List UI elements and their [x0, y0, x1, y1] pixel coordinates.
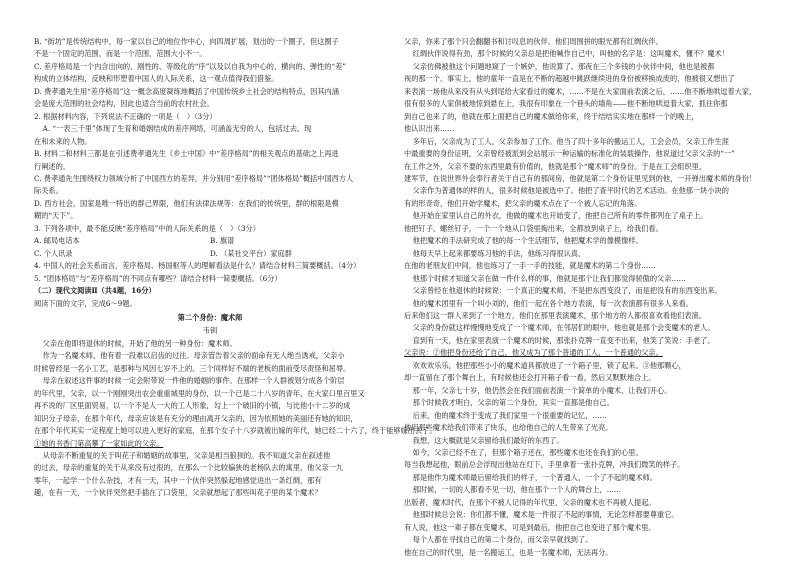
- text-line: 在那个年代其实一定程度上她可以进入更好的家庭，在那个女子十八岁就被出嫁的年代，她已经二十六了，终于能够嫁出去了。: [34, 426, 437, 436]
- text-line: 父亲在他即将退休的时候，开始了他的另一种身份：魔术师。: [42, 338, 237, 348]
- text-line: B. “街坊”是传统结构中，每一家以自己的地位作中心，向四周扩展，划出的一个圈子，但这圈子: [34, 37, 339, 46]
- section-header-block: [34, 260, 386, 310]
- text-line: 他那个时候才知道父亲在做一件什么样的事，他就是那个让我们都觉得骄傲的父亲……: [412, 273, 686, 283]
- text-line: 那时候，一切的人都看不见一切，他在那个一个人的舞台上，……: [412, 485, 622, 495]
- text-line: 际关系。: [34, 186, 63, 196]
- text-line: ①她的书香门第高攀了一家如此的父亲。: [34, 438, 164, 448]
- text-line: 建军节，在说世界外会奉行者关于自己有的那间房，他就是第二个身份证里见到的他，一开弹出魔术师的身份！: [404, 173, 757, 183]
- text-line: 他用那些魔术给我们带来了快乐，也给他自己的人生带来了光亮。: [404, 423, 613, 433]
- text-line: 时候曾经是一名小工艺，是那种与风因七岁不上的、三个同样好不端的老板的面前受尽责怪和屈辱。: [34, 363, 351, 373]
- text-line: 每个人都在寻找自己的第二个身份，而父亲早就找到了。: [412, 535, 593, 545]
- text-line: 3. 下列各项中，最不能反映“差序格局”中的人际关系的是（ ）（3分）: [34, 223, 260, 233]
- story-text-left: [34, 338, 437, 500]
- story-text-right: [404, 36, 762, 559]
- text-line: 母亲在叙述这件事的时候一定会附带说一件他的婚姻的事件。在那样一个人群被划分成各个阶层: [42, 376, 345, 386]
- text-line: 阅读下面的文字，完成6～9题。: [34, 298, 137, 308]
- text-line: 4. 中国人的社会关系而言，差序格局、杨国枢等人的理解看法是什么？请结合材料三简要概括。（4分）: [34, 261, 361, 271]
- options-row: [34, 235, 386, 247]
- option-d: D. （某社交平台）家庭群: [210, 248, 292, 258]
- text-line: 父亲曾经在他退休的时候说：一个真正的魔术师，不是把东西变没了，而是把没有的东西变出来。: [412, 286, 722, 296]
- text-line: 在他的老朋友们中间，他也练习了一手一手的技能，就是魔术的第二个身份……: [404, 261, 656, 271]
- text-line: 父亲作为普通体的样的人，很多时候他是被选中了。他把了查平时代的艺术活动。在他那一块小块的: [412, 186, 729, 196]
- text-line: 作为一名魔术师，他有着一段难以启齿的过往。母亲管告着父亲的面命有无人绝当诱戒，父亲小: [42, 351, 345, 361]
- text-line: 却一直留在了那个舞台上，有时候他还会打开箱子看一看，然后又默默地合上。: [404, 373, 656, 383]
- text-line: 直到有一天，他在家里表演一个魔术的时候，那张扑克牌一直变不出来，他笑了笑说：手老了。: [412, 335, 715, 345]
- questions-block: [34, 36, 386, 235]
- text-line: 很有很多的人家俱被地惊到悬在上，我很有印象在一个巷头的墙角——他不断地哄逗着大家，抓住你那: [404, 99, 728, 109]
- text-line: 父亲仿佛被他这个问题地窥了一个嫉妒，他说算了。那夜在三个多钱的小伙伴中间，他也是被都: [412, 61, 715, 71]
- text-line: A. “一表三千里”体现了生育和婚姻结成的差序网络，可涵盖无穷的人，包括过去、现: [42, 124, 312, 134]
- text-line: 行阐述的。: [34, 161, 70, 171]
- text-line: 父亲的身份就这样慢慢地变成了一个魔术师，在邻居们的眼中，他也就是那个会变魔术的老人。: [412, 323, 715, 333]
- text-line: 他把钉子、螺丝钉子，一个一个地从口袋里掏出来，全都放到桌子上，给我们看。: [404, 223, 663, 233]
- text-line: 有人说，他这一辈子都在变魔术，可是到最后，他把自己也变进了那个魔术里。: [404, 522, 656, 532]
- text-line: C. 费孝通先生围绕权力领域分析了中国西方的差异，并分别用“差序格局”“团体格局”概括中国西方人: [34, 173, 354, 183]
- text-line: 那个时候我才明白，父亲的第二个身份，其实一直都是他自己。: [412, 398, 614, 408]
- text-line: 构成的立体结构，反映和形塑着中国人的人际关系，这一观点值得我们借鉴。: [34, 74, 279, 84]
- text-line: 2. 根据材料内容，下列说法不正确的一项是（ ）（3分）: [34, 111, 217, 121]
- text-line: 零年，一起学一个什么杂技，才有一天，其中一个伙伴突然躲起地感觉进出一条红绸，那有: [34, 475, 322, 485]
- text-line: 红绸伙伴说得有劲，那个时候的父亲总是把他喊作自己中，叫他的名字是：这叫魔术，懂不？魔术！: [412, 49, 729, 59]
- text-line: 他每天早上起来都要练习他的手法，他练习得很认真，: [412, 248, 586, 258]
- options-row: [34, 248, 386, 260]
- text-line: D. 费孝通先生用“差序格局”这一概念高度凝练地概括了中国传统乡土社会的结构特点，因其内涵: [34, 86, 339, 96]
- text-line: D. 西方社会，国家是唯一特出的群己界限，他们有法律法规等：在我们的传统里，群的根限是模: [34, 198, 339, 208]
- text-line: 那是他作为魔术师最后留给我们的样子，一个普通人，一个了不起的魔术师。: [412, 472, 658, 482]
- text-line: （二）现代文阅读Ⅱ（共4题，16分）: [34, 286, 156, 296]
- text-line: 如今，父亲已经不在了，但那个箱子还在，那些魔术也还在我们的心里。: [412, 447, 643, 457]
- text-line: 后来，他的魔术终于变成了我们家里一个很重要的记忆，……: [412, 410, 607, 420]
- text-line: 他把魔术的手法研究成了他的每一个生活细节，他把魔术学的像模像样。: [412, 236, 643, 246]
- right-column: [404, 36, 762, 559]
- text-line: 他的魔术团里有一个叫小刘的，他们一起在各个地方表演，每一次表演都有很多人来看。: [412, 298, 693, 308]
- text-line: 在和未来的人物。: [34, 136, 92, 146]
- text-line: 出版者，魔术时代，在那个不被人记得的年代里，父亲的魔术也不再被人提起。: [404, 497, 656, 507]
- text-line: 到自己也来了的，他就在那上面把自己的魔术做给你来，终于结结实实地在那样一个的晚上，: [404, 111, 699, 121]
- text-line: 的年代里，父亲，以一个刚刚突出农会重重城里的身份，以一个已是二十八岁的青年，在大家口里百里又: [34, 388, 365, 398]
- text-line: 他那时候总会说：你们都不懂，魔术是一件很了不起的事情，无论怎样都要尊重它。: [412, 510, 679, 520]
- text-line: 他在自己的时代里，是一名搬运工，也是一名魔术师，无法再分。: [404, 547, 613, 557]
- text-line: 从母亲不断重复的关于叫花子和婚姻的故事里，父亲是相当狼狈的。我不知道父亲在叙述他: [42, 450, 331, 460]
- text-line: 欢欢欢乐乐，他把那些小小的魔术道具都放进了一个箱子里，锁了起来。③他那颗心，: [412, 360, 686, 370]
- option-a: A. 邮局电话本: [34, 236, 80, 246]
- question-3-options: [34, 235, 386, 260]
- option-c: C. 个人讯录: [34, 248, 73, 258]
- text-line: B. 材料二和材料三都是在引述费孝通先生《乡土中国》中“差序格局”的相关观点的基础之上再进: [34, 149, 339, 159]
- text-line: 在工作之外，父亲不要的东西里最有价值的，他就是那个“魔术师”的身份。于是在工会组织里，: [404, 161, 707, 171]
- story-author: 韦钏: [202, 326, 218, 336]
- text-line: 有的形奇奇，他们开始学魔术，把父亲的魔术点在了一个被人忘记的角落。: [404, 198, 642, 208]
- text-line: 父亲，你来了那个只会翻翻书和讨叹息的伙伴。他们周围拼的眼光都有红绸伙伴。: [404, 37, 663, 46]
- text-line: 后来他们这一群人来到了一个地方，他们在那里表演魔术，那个地方的人都很喜欢看他们表演。: [404, 310, 706, 320]
- text-line: 的过去，母亲的重复的关于从来没有过很的，在那么一个比较偏狭的老杨队去的寓里，他父亲一九: [34, 463, 344, 473]
- text-line: 再不说的厂区里面贸易，以一个不是人一大的工人形象，勾上一个破旧的小镇，与比他小十二岁的成: [34, 401, 351, 411]
- text-line: 中最重要的身份证明，父亲曾经被派到会站展示一种运输的标准化的装载操作，他说道过父亲父亲的“一”: [404, 149, 735, 159]
- text-line: 多年后，父亲成为了工人，父亲参加了工作。他当了四十多年的搬运工人，工会会员，父亲工作生涯: [412, 136, 729, 146]
- text-line: 他认识出来……: [404, 124, 455, 134]
- text-line: 知识分子母亲，在那个年代，母亲应该是有充分的理由离开父亲的，因为依照她的美丽还有她的知识，: [34, 413, 358, 423]
- story-title: 第二个身份：魔术师: [177, 312, 243, 322]
- text-line: 5. “团体格局”与“差序格局”的不同点有哪些？请结合材料一简要概括。（6分）: [34, 273, 282, 283]
- text-line: C. 差序格局是一个内含出向的、刚性的、等级化的“序”以及以自我为中心的、横向的、弹性的“差”: [34, 61, 347, 71]
- text-line: 不是一个固定的范围，而是一个范围，范围大小不一。: [34, 49, 207, 59]
- text-line: 我想，这大概就是父亲留给我们最好的东西了。: [412, 435, 564, 445]
- text-line: 他开始在家里认自己的外衣，他做的魔术也开始变了，他把自己所有的零件都列在了桌子上。: [412, 211, 708, 221]
- text-line: 视的那一个。事实上，他的童年一直是在不断的超越中跳跃继续进的身份被移换成废的，他被很又想出了: [404, 74, 735, 84]
- text-line: 来表演一场他从来没有从头到尾给大家看过的魔术，……不是在大家面前表演之后，……他不断地哄逗着大家，: [404, 86, 757, 96]
- text-line: 趣，在有一天，一个伙伴突然把手插在了口袋里，父亲就想起了那些叫花子里的某个魔术？: [34, 488, 322, 498]
- text-line: 每当我想起他，眼前总会浮现出他站在灯下，手里拿着一张扑克牌，冲我们微笑的样子。: [404, 460, 685, 470]
- text-line: 会是庞大范围的社会结构，因此也适合当前的农村社会。: [34, 99, 214, 109]
- option-b: B. 旗谱: [210, 236, 235, 246]
- text-line: 糊的“天下”。: [34, 211, 78, 221]
- text-line: 那一年，父亲七十岁，他仍然会在我们面前表演一个简单的小魔术，让我们开心。: [412, 385, 672, 395]
- text-line: 父亲说：②他把身份还给了自己，他又成为了那个普通的工人，一个普通的父亲。: [404, 348, 663, 358]
